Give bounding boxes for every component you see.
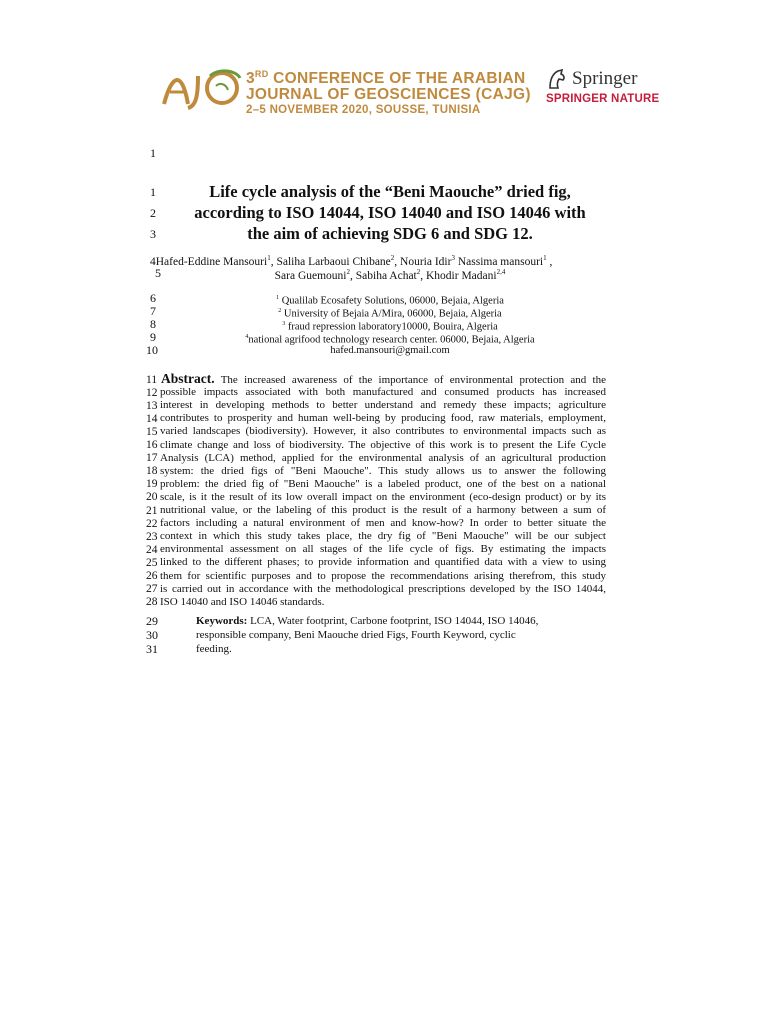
line-number: 3 bbox=[150, 227, 156, 241]
line-number: 11 bbox=[146, 373, 158, 386]
keywords-line: Keywords: LCA, Water footprint, Carbone footprint, ISO 14044, ISO 14046, bbox=[196, 615, 539, 627]
abstract-line: scale, is it the result of its low overall impact on the environment (eco-design product) or by its bbox=[160, 490, 606, 503]
line-number: 10 bbox=[146, 343, 158, 357]
line-number: 6 bbox=[150, 291, 156, 305]
springer-logo bbox=[546, 68, 659, 105]
abstract-line: Analysis (LCA) method, applied for the environmental analysis of an agricultural production bbox=[160, 451, 606, 464]
abstract-label: Abstract. bbox=[161, 372, 215, 386]
abstract-line: Abstract. The increased awareness of the importance of environmental protection and the bbox=[161, 372, 606, 386]
line-number: 28 bbox=[146, 596, 158, 609]
paper-title-line: according to ISO 14044, ISO 14040 and ISO 14046 with bbox=[194, 203, 586, 222]
line-number: 30 bbox=[146, 628, 158, 642]
abstract-line: interest in developing methods to better understand and remedy these impacts; agriculture bbox=[160, 399, 606, 412]
line-number: 9 bbox=[150, 330, 156, 344]
line-number: 1 bbox=[150, 146, 156, 160]
author-email: hafed.mansouri@gmail.com bbox=[330, 345, 450, 356]
conference-title: 3RD CONFERENCE OF THE ARABIAN JOURNAL OF GEOSCIENCES (CAJG) 2–5 NOVEMBER 2020, SOUSSE, TUNISIA bbox=[246, 69, 531, 116]
line-number: 4 bbox=[150, 255, 156, 268]
springer-horse-icon bbox=[546, 68, 568, 90]
keywords-label: Keywords: bbox=[196, 615, 248, 627]
paper-title-line: the aim of achieving SDG 6 and SDG 12. bbox=[247, 224, 533, 243]
line-number: 5 bbox=[155, 266, 161, 280]
author-name: Sabiha Achat bbox=[355, 269, 417, 282]
line-number: 20 bbox=[146, 491, 158, 504]
abstract-line: context in which this study takes place, the dry fig of "Beni Maouche" will be our subject bbox=[160, 530, 606, 543]
author-name: Saliha Larbaoui Chibane bbox=[276, 255, 391, 268]
abstract-line: system: the dried figs of "Beni Maouche". This study allows us to answer the following bbox=[160, 464, 606, 477]
abstract-line: environmental assessment on all stages of the life cycle of figs. By estimating the impacts bbox=[160, 543, 606, 556]
line-number: 27 bbox=[146, 583, 158, 596]
abstract-line: factors including a natural environment of men and know-how? In order to better situate the bbox=[160, 517, 606, 530]
line-number: 12 bbox=[146, 386, 158, 399]
author-name: Sara Guemouni bbox=[274, 269, 347, 282]
author-line-1: 4Hafed-Eddine Mansouri$^1$, Saliha Larbaoui Chibane$^2$, Nouria Idir$^3$ Nassima mansouri$^1$ , bbox=[150, 254, 553, 268]
abstract-line: them for scientific purposes and to propose the recommendations arising therefrom, this study bbox=[160, 569, 606, 582]
affiliation: $^1$ Qualilab Ecosafety Solutions, 06000, Bejaia, Algeria bbox=[276, 295, 504, 307]
line-number: 14 bbox=[146, 412, 158, 425]
abstract-line: nutritional value, or the labeling of this product is the result of a harmony between a sum of bbox=[160, 504, 606, 516]
abstract-line: possible impacts associated with both manufactured and consumed products has increased bbox=[160, 386, 606, 399]
line-number: 13 bbox=[146, 399, 158, 412]
abstract-line: problem: the dried fig of "Beni Maouche" is a labeled product, one of the best on a national bbox=[160, 477, 606, 490]
affiliation: $^4$national agrifood technology research center. 06000, Bejaia, Algeria bbox=[245, 334, 535, 346]
abstract-line: is carried out in accordance with the methodological prescriptions developed by the ISO 14044, bbox=[160, 582, 606, 595]
line-number: 21 bbox=[146, 504, 158, 517]
author-name: Hafed-Eddine Mansouri bbox=[155, 255, 268, 268]
author-name: Khodir Madani bbox=[426, 269, 497, 282]
conference-date: 2–5 NOVEMBER 2020, SOUSSE, TUNISIA bbox=[246, 104, 481, 116]
line-number: 15 bbox=[146, 425, 158, 438]
line-number: 25 bbox=[146, 556, 158, 569]
line-number: 22 bbox=[146, 517, 158, 530]
line-number: 23 bbox=[146, 530, 158, 543]
line-number: 26 bbox=[146, 570, 158, 582]
abstract-line: contributes to prosperity and human well-being by producing food, raw materials, employment, bbox=[160, 412, 606, 425]
line-number: 24 bbox=[146, 543, 158, 556]
line-number: 7 bbox=[150, 304, 156, 318]
keywords-line: feeding. bbox=[196, 643, 232, 655]
author-line-2: Sara Guemouni$^2$, Sabiha Achat$^2$, Khodir Madani$^{2,4}$ bbox=[274, 268, 506, 282]
affiliation: $^3$ fraud repression laboratory10000, Bouira, Algeria bbox=[282, 321, 498, 333]
springer-wordmark: Springer bbox=[572, 68, 638, 89]
keywords-line: responsible company, Beni Maouche dried Figs, Fourth Keyword, cyclic bbox=[196, 629, 516, 641]
abstract-line: linked to the different phases; to provide information and quantified data with a view to using bbox=[160, 556, 606, 569]
line-number: 29 bbox=[146, 614, 158, 628]
springer-nature-wordmark: SPRINGER NATURE bbox=[546, 93, 660, 105]
line-number: 31 bbox=[146, 642, 158, 656]
ajg-logo-icon bbox=[158, 64, 244, 112]
abstract-line: climate change and loss of biodiversity. The objective of this work is to present the Life Cycle bbox=[160, 438, 606, 451]
paper-title-line: Life cycle analysis of the “Beni Maouche” dried fig, bbox=[209, 182, 571, 201]
line-number: 8 bbox=[150, 317, 156, 331]
line-number: 16 bbox=[146, 439, 158, 451]
author-name: Nassima mansouri bbox=[457, 255, 544, 268]
affiliation: $^2$ University of Bejaia A/Mira, 06000, Bejaia, Algeria bbox=[278, 308, 502, 320]
line-number: 18 bbox=[146, 465, 158, 478]
line-number: 1 bbox=[150, 185, 156, 199]
conference-title-line2: JOURNAL OF GEOSCIENCES (CAJG) bbox=[246, 86, 531, 103]
line-number: 19 bbox=[146, 478, 158, 491]
abstract-line: ISO 14040 and ISO 14046 standards. bbox=[160, 595, 325, 608]
abstract-line: varied landscapes (biodiversity). However, it also contributes to environmental impacts such as bbox=[160, 425, 606, 438]
line-number: 2 bbox=[150, 206, 156, 220]
line-number: 17 bbox=[146, 452, 158, 465]
author-name: Nouria Idir bbox=[400, 255, 452, 268]
